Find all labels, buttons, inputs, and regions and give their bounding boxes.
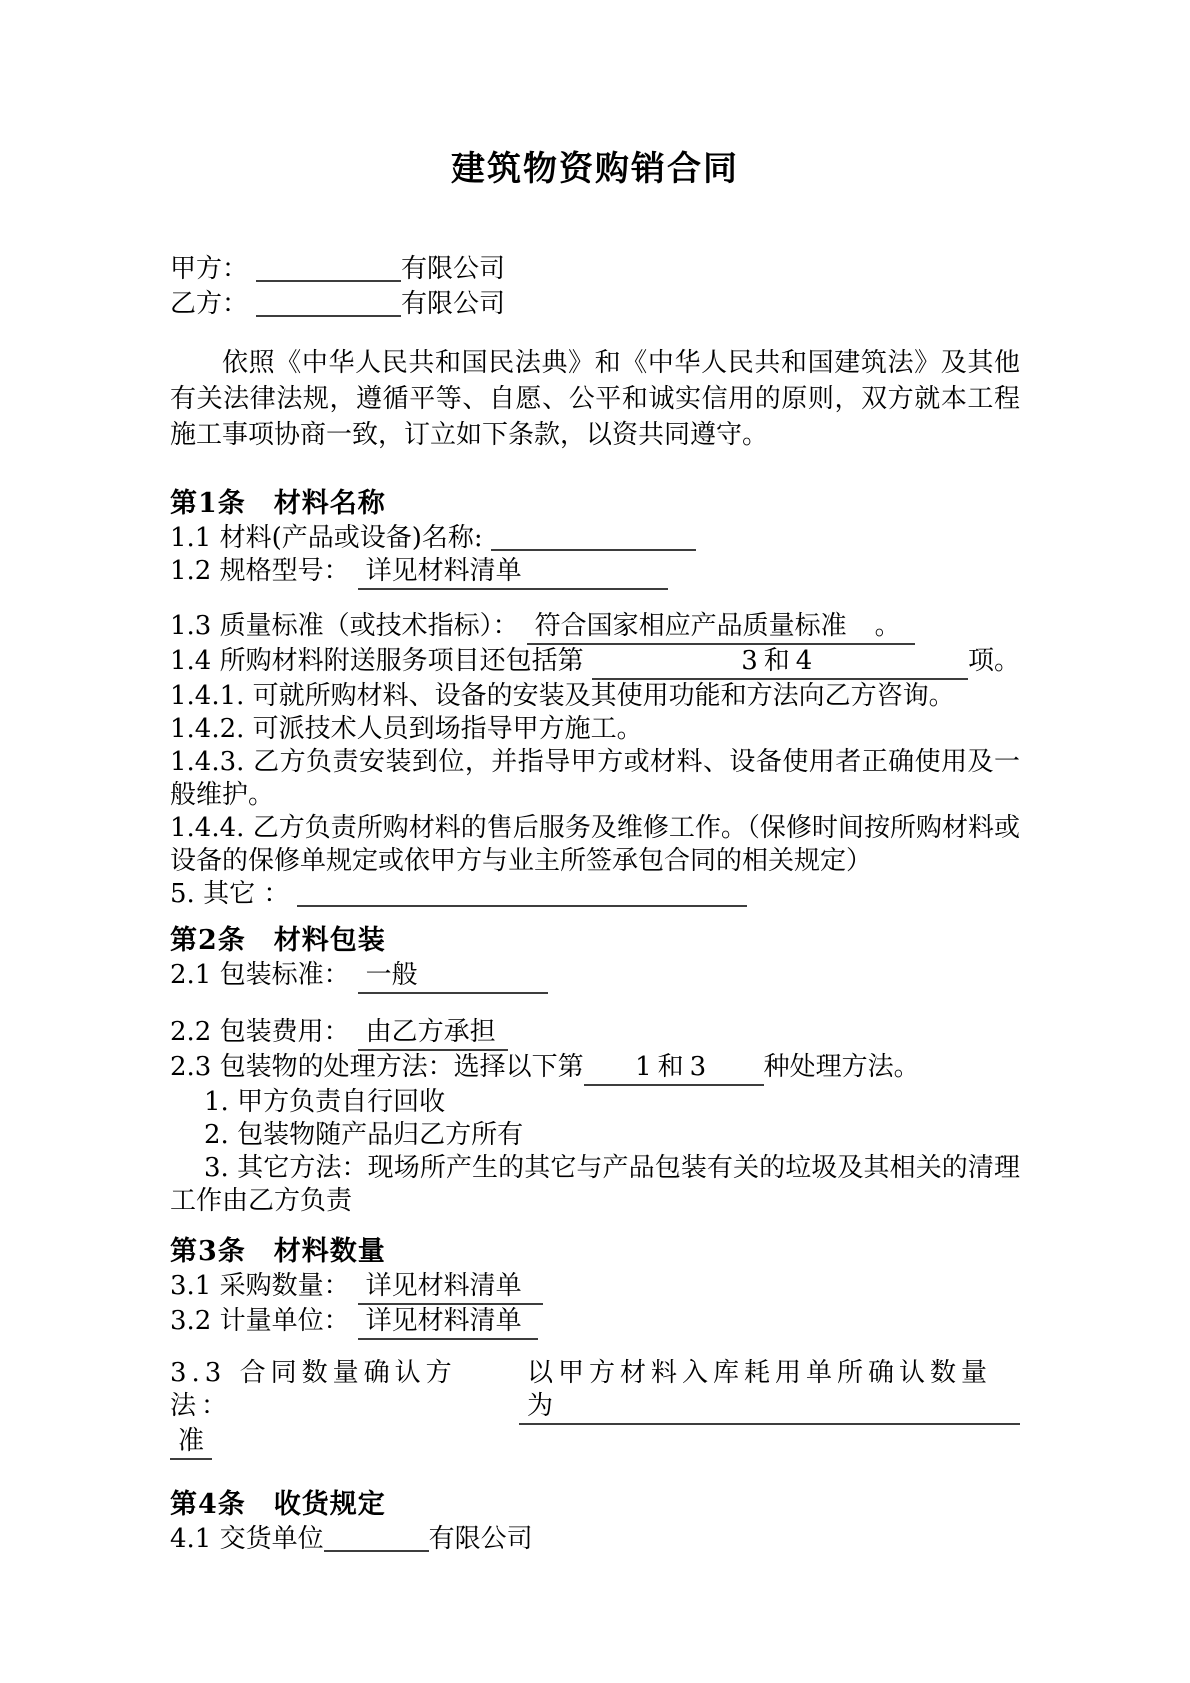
clause-1-3-fill bbox=[527, 610, 915, 645]
clause-1-2 bbox=[170, 555, 1020, 590]
party-a-label: 甲方： bbox=[170, 254, 249, 284]
clause-1-1-blank-line bbox=[491, 522, 696, 551]
party-a-line bbox=[170, 252, 1020, 287]
clause-1-3-period: 。 bbox=[874, 611, 901, 641]
clause-1-3 bbox=[170, 610, 1020, 645]
clause-2-3-fill: 1和3 bbox=[584, 1051, 764, 1086]
section-1-heading: 第1条 材料名称 bbox=[170, 488, 386, 519]
clause-1-2-fill: 详见材料清单 bbox=[358, 555, 668, 590]
clause-3-3-label: 3.3 合同数量确认方法： bbox=[170, 1358, 457, 1421]
clause-2-1 bbox=[170, 959, 1020, 994]
clause-1-1-label: 1.1 材料(产品或设备)名称: bbox=[170, 523, 483, 553]
party-a-suffix: 有限公司 bbox=[401, 254, 506, 284]
clause-3-2 bbox=[170, 1305, 1020, 1340]
clause-1-4-fill: 3和4 bbox=[592, 645, 968, 680]
section-4-heading: 第4条 收货规定 bbox=[170, 1489, 386, 1520]
clause-1-1 bbox=[170, 522, 1020, 555]
clause-1-3-label: 1.3 质量标准（或技术指标）： bbox=[170, 611, 519, 641]
clause-1-5-blank-line bbox=[297, 878, 747, 907]
clause-4-1-suffix: 有限公司 bbox=[428, 1524, 533, 1554]
section-2-heading: 第2条 材料包装 bbox=[170, 925, 386, 956]
clause-1-4-2: 1.4.2. 可派技术人员到场指导甲方施工。 bbox=[170, 714, 643, 744]
contract-content bbox=[0, 145, 1190, 1556]
clause-2-1-fill: 一般 bbox=[358, 959, 548, 994]
clause-1-4-4: 1.4.4. 乙方负责所购材料的售后服务及维修工作。（保修时间按所购材料或设备的保修单规定或依甲方与业主所签承包合同的相关规定） bbox=[170, 813, 1020, 876]
clause-2-3-prefix: 2.3 包装物的处理方法：选择以下第 bbox=[170, 1052, 584, 1082]
clause-3-1-fill: 详见材料清单 bbox=[358, 1270, 543, 1305]
clause-3-3-fill-wrap: 准 bbox=[170, 1425, 212, 1460]
clause-3-3-fill: 以甲方材料入库耗用单所确认数量为 bbox=[519, 1357, 1020, 1425]
clause-3-1 bbox=[170, 1270, 1020, 1305]
clause-3-2-fill: 详见材料清单 bbox=[358, 1305, 538, 1340]
clause-4-1 bbox=[170, 1523, 1020, 1556]
party-b-line bbox=[170, 287, 1020, 322]
clause-2-3-suffix: 种处理方法。 bbox=[763, 1052, 920, 1082]
clause-1-2-label: 1.2 规格型号： bbox=[170, 556, 350, 586]
clause-4-1-blank-line bbox=[324, 1523, 429, 1552]
party-b-blank-line bbox=[256, 288, 401, 317]
clause-2-3 bbox=[170, 1051, 1020, 1086]
packaging-option-3: 3. 其它方法：现场所产生的其它与产品包装有关的垃圾及其相关的清理工作由乙方负责 bbox=[170, 1153, 1020, 1216]
party-b-suffix: 有限公司 bbox=[401, 289, 506, 319]
clause-3-1-label: 3.1 采购数量： bbox=[170, 1271, 350, 1301]
clause-4-1-label: 4.1 交货单位 bbox=[170, 1524, 324, 1554]
clause-3-2-label: 3.2 计量单位： bbox=[170, 1306, 350, 1336]
party-block bbox=[170, 252, 1020, 322]
party-a-blank-line bbox=[256, 253, 401, 282]
party-b-label: 乙方： bbox=[170, 289, 249, 319]
clause-2-2-fill: 由乙方承担 bbox=[358, 1016, 508, 1051]
clause-1-5 bbox=[170, 878, 1020, 911]
clause-2-2 bbox=[170, 1016, 1020, 1051]
section-3-heading: 第3条 材料数量 bbox=[170, 1236, 386, 1267]
packaging-option-2: 2. 包装物随产品归乙方所有 bbox=[204, 1120, 524, 1150]
clause-1-4-1: 1.4.1. 可就所购材料、设备的安装及其使用功能和方法向乙方咨询。 bbox=[170, 681, 955, 711]
clause-2-1-label: 2.1 包装标准： bbox=[170, 960, 350, 990]
document-title: 建筑物资购销合同 bbox=[451, 149, 739, 189]
intro-paragraph: 依照《中华人民共和国民法典》和《中华人民共和国建筑法》及其他有关法律法规，遵循平等、自愿、公平和诚实信用的原则，双方就本工程施工事项协商一致，订立如下条款，以资共同遵守。 bbox=[170, 348, 1020, 450]
clause-1-4-3: 1.4.3. 乙方负责安装到位，并指导甲方或材料、设备使用者正确使用及一般维护。 bbox=[170, 747, 1020, 810]
clause-1-3-value: 符合国家相应产品质量标准 bbox=[534, 611, 847, 641]
clause-1-4 bbox=[170, 645, 1020, 680]
clause-3-3 bbox=[170, 1357, 1020, 1460]
clause-1-4-suffix: 项。 bbox=[967, 646, 1020, 676]
clause-3-3-line-2 bbox=[170, 1425, 1020, 1460]
clause-1-4-prefix: 1.4 所购材料附送服务项目还包括第 bbox=[170, 646, 584, 676]
clause-3-3-line-1 bbox=[170, 1357, 1020, 1425]
clause-2-2-label: 2.2 包装费用： bbox=[170, 1017, 350, 1047]
packaging-option-1: 1. 甲方负责自行回收 bbox=[204, 1087, 446, 1117]
clause-1-5-label: 5. 其它 ： bbox=[170, 879, 290, 909]
